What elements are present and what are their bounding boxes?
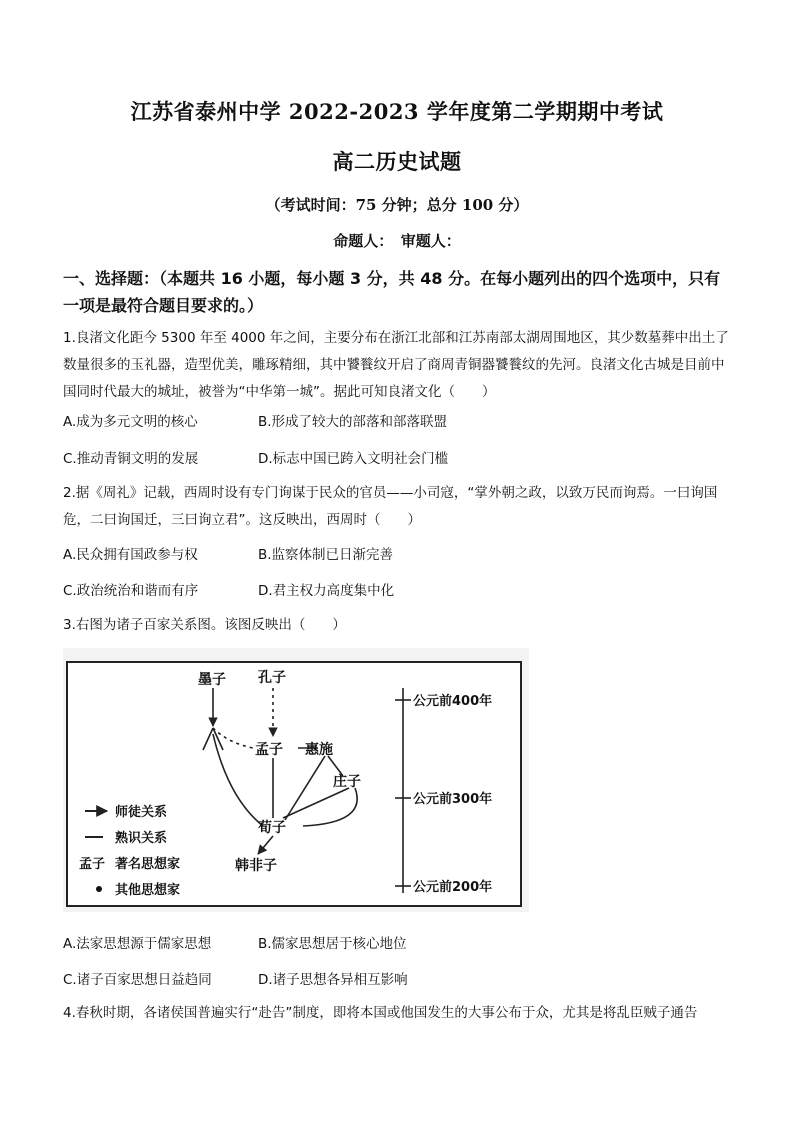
- question-2-option-c: C.政治统治和谐而有序: [63, 583, 199, 599]
- question-1-option-b: B.形成了较大的部落和部落联盟: [258, 414, 448, 430]
- question-3-option-d: D.诸子思想各异相互影响: [258, 972, 408, 988]
- legend-other: 其他思想家: [115, 883, 181, 898]
- question-1-option-d: D.标志中国已跨入文明社会门槛: [258, 451, 449, 467]
- question-1-option-a: A.成为多元文明的核心: [63, 414, 198, 430]
- timeline-label-2: 公元前300年: [413, 792, 493, 807]
- question-1-stem: 1.良渚文化距今 5300 年至 4000 年之间，主要分布在浙江北部和江苏南部太湖周围地区，其少数墓葬中出土了数量很多的玉礼器，造型优美，雕琢精细，其中饕餮纹开启了商周青铜器饕餮纹的先河。良渚文化古城是目前中国同时代最大的城址，被誉为“中华第一城”。据此可知良渚文化（ ）: [63, 330, 729, 400]
- node-mozi: 墨子: [198, 672, 226, 688]
- schools-relationship-diagram: [63, 648, 529, 912]
- diagram-svg: [63, 648, 529, 912]
- exam-authors: 命题人： 审题人：: [333, 232, 461, 250]
- question-2-option-d: D.君主权力高度集中化: [258, 583, 395, 599]
- exam-title: 江苏省泰州中学 2022-2023 学年度第二学期期中考试: [130, 99, 664, 124]
- legend-dot-symbol: [96, 886, 102, 892]
- node-xunzi: 荀子: [258, 820, 286, 836]
- exam-time-info: （考试时间：75 分钟；总分 100 分）: [265, 196, 529, 214]
- exam-subtitle: 高二历史试题: [332, 149, 462, 174]
- timeline-label-1: 公元前400年: [413, 694, 493, 709]
- question-3-option-c: C.诸子百家思想日益趋同: [63, 972, 212, 988]
- question-3-option-b: B.儒家思想居于核心地位: [258, 936, 407, 952]
- question-3-stem: 3.右图为诸子百家关系图。该图反映出（ ）: [63, 617, 346, 633]
- node-hanfeizi: 韩非子: [235, 858, 277, 874]
- question-2-stem: 2.据《周礼》记载，西周时设有专门询谋于民众的官员——小司寇，“掌外朝之政，以致万民而询焉。一曰询国危，二曰询国迁，三曰询立君”。这反映出，西周时（ ）: [63, 485, 718, 528]
- node-huishi: 惠施: [305, 742, 333, 758]
- node-mengzi: 孟子: [255, 742, 283, 758]
- legend-famous-sample: 孟子: [79, 857, 106, 872]
- question-1-option-c: C.推动青铜文明的发展: [63, 451, 199, 467]
- node-kongzi: 孔子: [258, 670, 286, 686]
- timeline-label-3: 公元前200年: [413, 880, 493, 895]
- section-heading: 一、选择题：（本题共 16 小题，每小题 3 分，共 48 分。在每小题列出的四个选项中，只有一项是最符合题目要求的。）: [63, 269, 721, 315]
- question-3-option-a: A.法家思想源于儒家思想: [63, 936, 212, 952]
- legend-famous: 著名思想家: [115, 857, 181, 872]
- question-2-option-b: B.监察体制已日渐完善: [258, 547, 394, 563]
- question-4-stem: 4.春秋时期，各诸侯国普遍实行“赴告”制度，即将本国或他国发生的大事公布于众，尤其是将乱臣贼子通告: [63, 1005, 698, 1021]
- node-zhuangzi: 庄子: [333, 774, 361, 790]
- legend-acquaint: 熟识关系: [115, 831, 168, 846]
- legend-teacher: 师徒关系: [115, 805, 168, 820]
- question-2-option-a: A.民众拥有国政参与权: [63, 547, 198, 563]
